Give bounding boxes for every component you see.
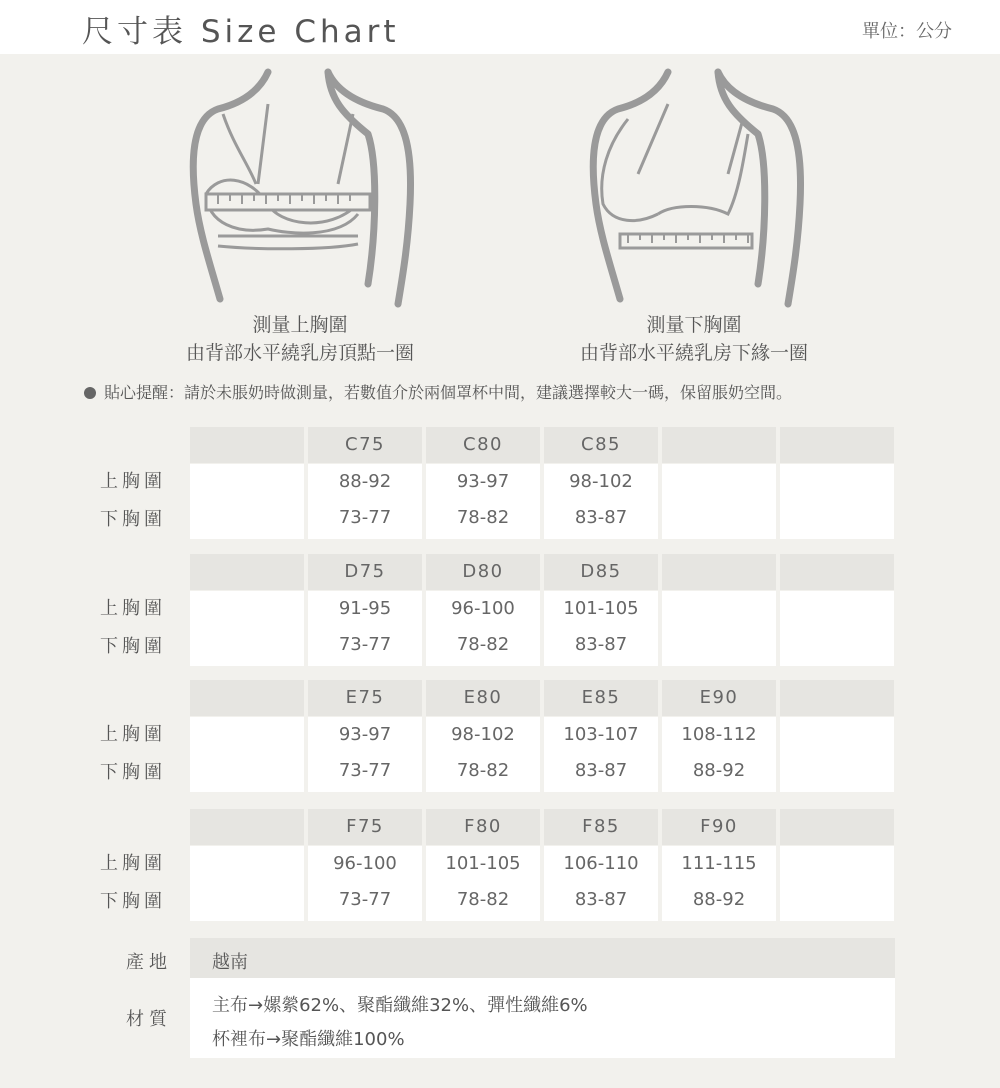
value-cell [308,591,422,666]
bust-caption-desc: 由背部水平繞乳房頂點一圈 [185,342,414,364]
page-title: 尺寸表 Size Chart [82,14,400,50]
value-cell [426,717,540,792]
value-cell [426,464,540,539]
upper-value: 98-102 [569,471,633,492]
value-cell [780,846,894,921]
lower-value: 83-87 [574,760,628,781]
value-cell [544,464,658,539]
lower-value: 88-92 [692,889,746,910]
lower-value: 73-77 [338,634,392,655]
upper-value: 101-105 [445,853,521,874]
title-bar [0,0,1000,54]
lower-value: 73-77 [338,760,392,781]
under-bust-label: 下胸圍 [100,636,166,657]
size-header [780,809,894,845]
upper-value: 108-112 [681,724,757,745]
lower-value: 83-87 [574,889,628,910]
value-cell [544,591,658,666]
size-header: D75 [308,554,422,590]
lower-value: 83-87 [574,634,628,655]
upper-bust-label: 上胸圍 [100,471,166,492]
lower-value: 73-77 [338,889,392,910]
lower-value: 73-77 [338,507,392,528]
value-cell [662,464,776,539]
upper-value: 103-107 [563,724,639,745]
value-cell [308,464,422,539]
lower-value: 78-82 [456,507,510,528]
under-bust-label: 下胸圍 [100,762,166,783]
upper-value: 101-105 [563,598,639,619]
upper-bust-label: 上胸圍 [100,598,166,619]
size-header: E80 [426,680,540,716]
under-bust-label: 下胸圍 [100,509,166,530]
value-cell [662,846,776,921]
bust-caption [100,311,500,367]
bullet-icon [84,387,96,399]
upper-value: 88-92 [338,471,392,492]
lower-value: 88-92 [692,760,746,781]
underbust-caption [494,311,894,367]
size-header [780,554,894,590]
origin-label: 產地 [126,952,172,973]
upper-value: 111-115 [681,853,757,874]
size-header: C80 [426,427,540,463]
size-header: F90 [662,809,776,845]
underbust-measure-icon [578,64,818,314]
value-cell [662,591,776,666]
upper-value: 93-97 [338,724,392,745]
value-cell [544,717,658,792]
origin-value: 越南 [212,952,248,973]
unit-label: 單位：公分 [862,21,952,42]
under-bust-label: 下胸圍 [100,891,166,912]
label-cell [190,591,304,666]
size-header [662,554,776,590]
size-header: C85 [544,427,658,463]
value-cell [308,717,422,792]
size-header: E85 [544,680,658,716]
label-cell [190,717,304,792]
origin-row [190,938,895,978]
size-header [780,680,894,716]
tip-text: 貼心提醒：請於未脹奶時做測量，若數值介於兩個罩杯中間，建議選擇較大一碼，保留脹奶空間。 [104,383,793,402]
size-header-blank [190,427,304,463]
upper-value: 96-100 [451,598,515,619]
size-header-blank [190,809,304,845]
bust-measure-icon [178,64,418,314]
upper-value: 98-102 [451,724,515,745]
size-header: F75 [308,809,422,845]
value-cell [544,846,658,921]
value-cell [308,846,422,921]
lower-value: 78-82 [456,889,510,910]
lower-value: 78-82 [456,634,510,655]
material-label: 材質 [126,1009,172,1030]
size-header [780,427,894,463]
value-cell [426,591,540,666]
upper-bust-label: 上胸圍 [100,853,166,874]
underbust-caption-title: 測量下胸圍 [646,314,742,336]
value-cell [426,846,540,921]
value-cell [780,717,894,792]
material-line-2: 杯裡布→聚酯纖維100% [212,1029,405,1050]
upper-value: 93-97 [456,471,510,492]
value-cell [662,717,776,792]
size-header: C75 [308,427,422,463]
upper-value: 96-100 [333,853,397,874]
lower-value: 78-82 [456,760,510,781]
size-header: D85 [544,554,658,590]
size-header: F85 [544,809,658,845]
tip-note [84,380,792,403]
size-header-blank [190,554,304,590]
value-cell [780,591,894,666]
size-header: E90 [662,680,776,716]
size-header: D80 [426,554,540,590]
lower-value: 83-87 [574,507,628,528]
label-cell [190,464,304,539]
size-header [662,427,776,463]
upper-bust-label: 上胸圍 [100,724,166,745]
upper-value: 91-95 [338,598,392,619]
material-line-1: 主布→嫘縈62%、聚酯纖維32%、彈性纖維6% [212,995,588,1016]
upper-value: 106-110 [563,853,639,874]
size-header: E75 [308,680,422,716]
size-header: F80 [426,809,540,845]
value-cell [780,464,894,539]
label-cell [190,846,304,921]
size-header-blank [190,680,304,716]
underbust-caption-desc: 由背部水平繞乳房下緣一圈 [579,342,808,364]
bust-caption-title: 測量上胸圍 [252,314,348,336]
